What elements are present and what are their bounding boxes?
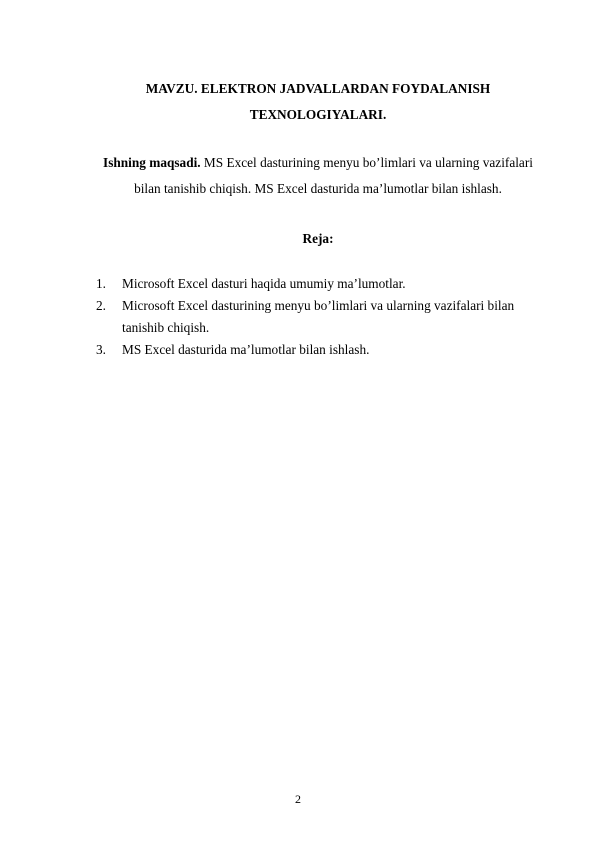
plan-list [96,273,556,361]
plan-item-text: MS Excel dasturida ma’lumotlar bilan ishlash. [122,342,370,357]
goal-paragraph [80,150,556,202]
goal-label: Ishning maqsadi. [103,155,201,170]
page-title-line-1: MAVZU. ELEKTRON JADVALLARDAN FOYDALANISH [145,81,491,96]
plan-item [96,273,556,295]
plan-item-text: Microsoft Excel dasturining menyu bo’limlari va ularning vazifalari bilan tanishib chiqish. [122,298,515,335]
goal-text-line-1: MS Excel dasturining menyu bo’limlari va ularning vazifalari [200,155,533,170]
plan-item [96,339,556,361]
plan-item-number: 2. [96,298,106,313]
plan-item-number: 3. [96,342,106,357]
page-title-line-2: TEXNOLOGIYALARI. [249,107,387,122]
plan-item-text: Microsoft Excel dasturi haqida umumiy ma’lumotlar. [122,276,406,291]
plan-heading: Reja: [302,231,334,246]
plan-item-number: 1. [96,276,106,291]
goal-text-line-2: bilan tanishib chiqish. MS Excel dasturida ma’lumotlar bilan ishlash. [134,181,502,196]
page-number: 2 [295,792,301,806]
plan-item [96,295,556,339]
